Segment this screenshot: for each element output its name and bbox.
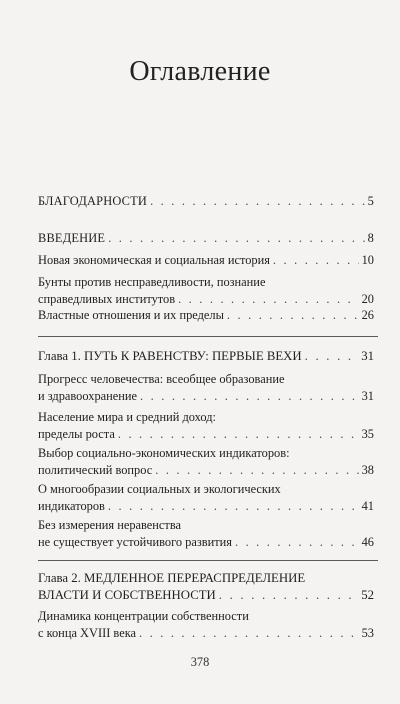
toc-entry — [38, 252, 374, 269]
section-divider — [38, 560, 378, 561]
toc-entry — [38, 517, 374, 551]
toc-entry-title: не существует устойчивого развития — [38, 535, 232, 549]
toc-entry — [38, 307, 374, 324]
toc-entry-title: индикаторов — [38, 499, 105, 513]
toc-entry-title: пределы роста — [38, 427, 115, 441]
toc-entry-title: БЛАГОДАРНОСТИ — [38, 194, 148, 208]
toc-page-number: 20 — [361, 292, 374, 306]
dot-leader — [108, 230, 364, 247]
toc-entry-title-line1: Бунты против несправедливости, познание — [38, 275, 266, 289]
dot-leader — [273, 252, 359, 269]
toc-page-number: 35 — [361, 427, 374, 441]
toc-chapter-1 — [38, 348, 374, 365]
toc-page-number: 41 — [361, 499, 374, 513]
toc-page-number: 52 — [361, 588, 374, 602]
toc-entry — [38, 481, 374, 515]
toc-page-number: 26 — [361, 308, 374, 322]
toc-page-number: 31 — [361, 349, 374, 363]
section-divider — [38, 336, 378, 337]
toc-entry-title-line1: О многообразии социальных и экологических — [38, 482, 281, 496]
toc-entry-title: ВЛАСТИ И СОБСТВЕННОСТИ — [38, 588, 216, 602]
toc-entry-introduction — [38, 230, 374, 247]
toc-entry-title: справедливых институтов — [38, 292, 176, 306]
toc-chapter-2 — [38, 570, 374, 604]
dot-leader — [219, 587, 358, 604]
toc-entry — [38, 371, 374, 405]
toc-entry-title: с конца XVIII века — [38, 626, 137, 640]
toc-entry-title: Глава 1. ПУТЬ К РАВЕНСТВУ: ПЕРВЫЕ ВЕХИ — [38, 349, 302, 363]
dot-leader — [118, 426, 359, 443]
toc-entry-title: политический вопрос — [38, 463, 153, 477]
toc-entry-title-line1: Выбор социально-экономических индикаторов: — [38, 446, 290, 460]
toc-entry — [38, 274, 374, 308]
toc-entry-title-line1: Глава 2. МЕДЛЕННОЕ ПЕРЕРАСПРЕДЕЛЕНИЕ — [38, 571, 306, 585]
dot-leader — [140, 388, 359, 405]
toc-page-number: 31 — [361, 389, 374, 403]
toc-entry-acknowledgements — [38, 193, 374, 210]
toc-entry-title-line1: Динамика концентрации собственности — [38, 609, 249, 623]
dot-leader — [235, 534, 359, 551]
toc-entry-title: Новая экономическая и социальная история — [38, 253, 270, 267]
toc-entry-title-line1: Население мира и средний доход: — [38, 410, 216, 424]
toc-entry-title-line1: Прогресс человечества: всеобщее образование — [38, 372, 285, 386]
dot-leader — [178, 291, 359, 308]
dot-leader — [150, 193, 365, 210]
page-title: Оглавление — [129, 56, 271, 87]
toc-page-number: 38 — [361, 463, 374, 477]
dot-leader — [139, 625, 359, 642]
toc-entry — [38, 445, 374, 479]
toc-entry — [38, 409, 374, 443]
toc-entry-title-line1: Без измерения неравенства — [38, 518, 182, 532]
dot-leader — [305, 348, 359, 365]
toc-page-number: 53 — [361, 626, 374, 640]
toc-page-number: 10 — [361, 253, 374, 267]
toc-entry-title: Властные отношения и их пределы — [38, 308, 224, 322]
toc-page-number: 5 — [367, 194, 374, 208]
toc-entry-title: ВВЕДЕНИЕ — [38, 231, 106, 245]
toc-page-number: 8 — [367, 231, 374, 245]
toc-entry-title: и здравоохранение — [38, 389, 138, 403]
toc-page-number: 46 — [361, 535, 374, 549]
folio-page-number: 378 — [190, 655, 210, 669]
dot-leader — [108, 498, 359, 515]
dot-leader — [227, 307, 359, 324]
dot-leader — [155, 462, 358, 479]
toc-entry — [38, 608, 374, 642]
